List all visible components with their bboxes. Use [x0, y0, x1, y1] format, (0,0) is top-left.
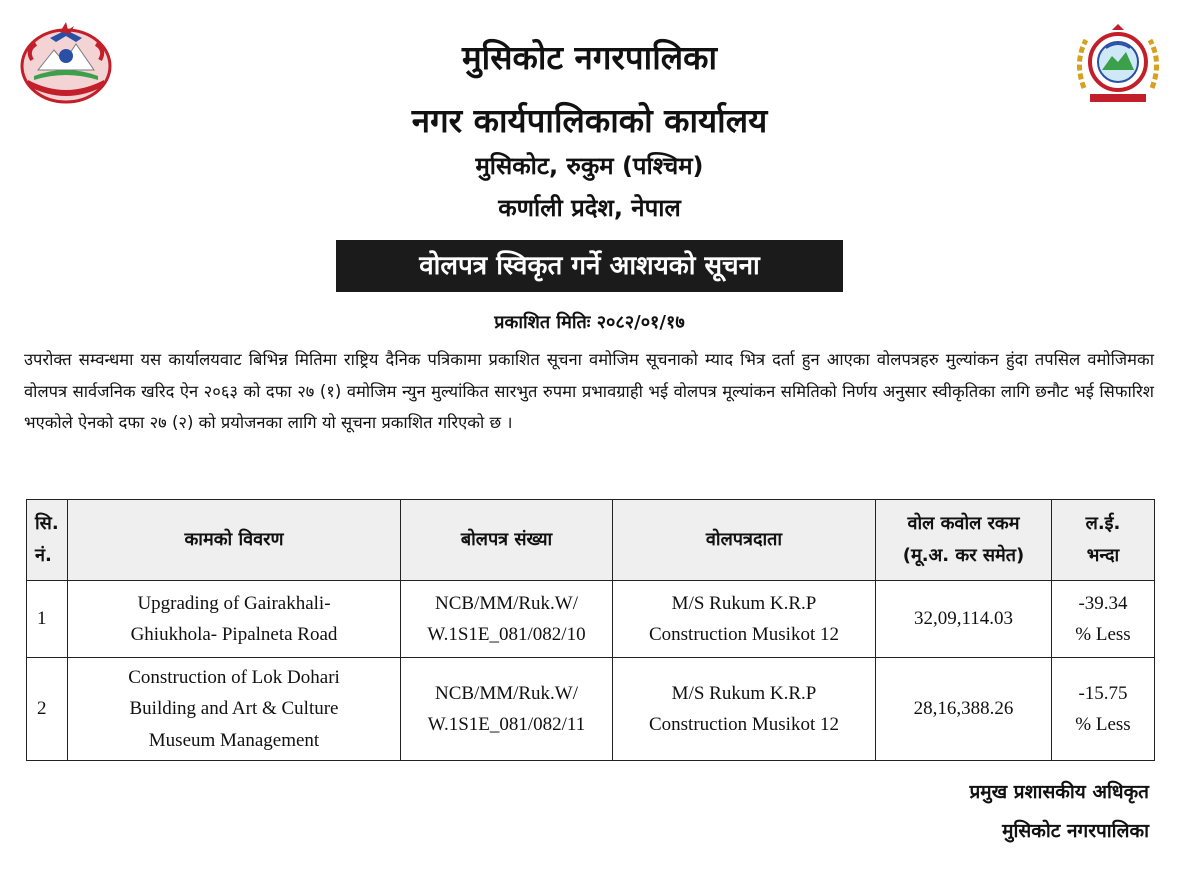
table-header-row: [27, 500, 1155, 581]
row-sn: 1: [27, 581, 68, 658]
header-office-title: नगर कार्यपालिकाको कार्यालय: [411, 101, 768, 140]
signature-title: प्रमुख प्रशासकीय अधिकृत: [969, 781, 1149, 803]
header-province: कर्णाली प्रदेश, नेपाल: [498, 194, 681, 222]
notice-title-banner: वोलपत्र स्विकृत गर्ने आशयको सूचना: [336, 240, 843, 292]
bid-table: [26, 499, 1155, 761]
row-below-estimate: -39.34 % Less: [1052, 581, 1155, 658]
publish-date: [0, 309, 1179, 337]
header-address: मुसिकोट, रुकुम (पश्चिम): [475, 152, 704, 180]
row-bid-number: NCB/MM/Ruk.W/ W.1S1E_081/082/10: [401, 581, 613, 658]
header-bid-number: बोलपत्र संख्या: [401, 500, 613, 581]
table-row: [27, 658, 1155, 761]
row-amount: 32,09,114.03: [876, 581, 1052, 658]
header-sn: सि. नं.: [27, 500, 68, 581]
publish-date-value: २०८२/०१/१७: [596, 312, 685, 333]
header-amount: वोल कवोल रकम (मू.अ. कर समेत): [876, 500, 1052, 581]
row-description: Construction of Lok Dohari Building and Art & Culture Museum Management: [68, 658, 401, 761]
row-amount: 28,16,388.26: [876, 658, 1052, 761]
table-row: [27, 581, 1155, 658]
row-bidder: M/S Rukum K.R.P Construction Musikot 12: [613, 581, 876, 658]
row-description: Upgrading of Gairakhali- Ghiukhola- Pipalneta Road: [68, 581, 401, 658]
row-bid-number: NCB/MM/Ruk.W/ W.1S1E_081/082/11: [401, 658, 613, 761]
publish-date-label: प्रकाशित मितिः: [494, 312, 591, 333]
header-bidder: वोलपत्रदाता: [613, 500, 876, 581]
row-sn: 2: [27, 658, 68, 761]
signature-office: मुसिकोट नगरपालिका: [1002, 820, 1149, 842]
header-below-estimate: ल.ई. भन्दा: [1052, 500, 1155, 581]
header-office-name: मुसिकोट नगरपालिका: [461, 38, 718, 77]
row-bidder: M/S Rukum K.R.P Construction Musikot 12: [613, 658, 876, 761]
header-description: कामको विवरण: [68, 500, 401, 581]
notice-paragraph: उपरोक्त सम्वन्धमा यस कार्यालयवाट बिभिन्न मितिमा राष्ट्रिय दैनिक पत्रिकामा प्रकाशित सूचना वमोजिम सूचनाको म्याद भित्र दर्ता हुन आएका वोलपत्रहरु मुल्यांकन हुंदा तपसिल वमोजिमका वोलपत्र सार्वजनिक खरिद ऐन २०६३ को दफा २७ (१) वमोजिम न्युन मुल्यांकित सारभुत रुपमा प्रभावग्राही भई वोलपत्र मूल्यांकन समितिको निर्णय अनुसार स्वीकृतिका लागि छनौट भई सिफारिश भएकोले ऐनको दफा २७ (२) को प्रयोजनका लागि यो सूचना प्रकाशित गरिएको छ ।: [24, 350, 1154, 432]
row-below-estimate: -15.75 % Less: [1052, 658, 1155, 761]
